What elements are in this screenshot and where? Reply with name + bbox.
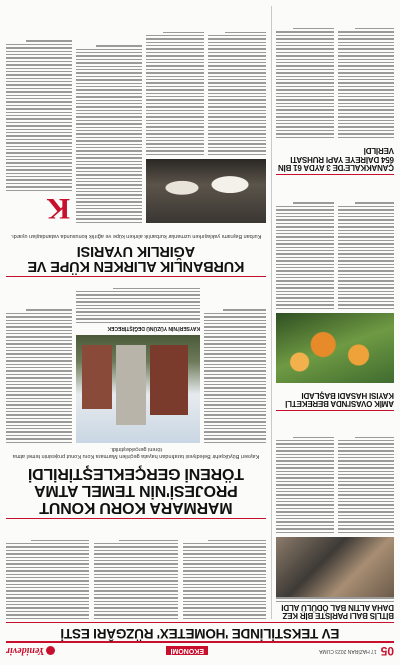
divider	[276, 174, 394, 175]
canakkale-text-col-1	[338, 6, 394, 138]
marmara-headline: MARMARA KORU KONUT PROJESİ'NİN TEMEL ATMA TÖRENİ GERÇEKLEŞTİRİLDİ	[28, 465, 244, 516]
marmara-box-title: KAYSERİ'NİN YÜZÜNÜ DEĞİŞTİRECEK	[107, 325, 200, 331]
logo-text: Yenidevir	[6, 645, 45, 657]
divider	[6, 518, 266, 519]
page-number: 05	[380, 644, 394, 658]
canakkale-text-col-2	[276, 6, 334, 138]
marmara-intro: Kayseri Büyükşehir Belediyesi tarafından hayata geçirilen Marmara Koru Konut projesinin temel atma töreni gerçekleştirildi.	[12, 446, 260, 459]
kurban-text-col-2	[146, 5, 204, 155]
divider	[276, 410, 394, 411]
masthead-left	[319, 644, 394, 658]
masthead	[6, 641, 394, 659]
marmara-text-col-4	[6, 283, 72, 443]
amik-headline: AMİK OVASI'NDA BEREKETLİ KAYISI HASADI BAŞLADI	[285, 390, 394, 408]
bitlis-text-col-2	[276, 415, 334, 533]
marmara-text-col-1	[204, 283, 266, 443]
apricot-photo	[276, 313, 394, 383]
section-label: EKONOMİ	[167, 647, 208, 656]
logo-mark-icon	[46, 647, 55, 656]
marmara-building-photo	[76, 335, 200, 443]
divider	[6, 276, 266, 277]
drop-cap: K	[46, 192, 70, 225]
divider	[6, 622, 394, 623]
marmara-text-under-photo	[76, 283, 200, 323]
bitlis-photo	[276, 537, 394, 597]
amik-text-col-1	[338, 179, 394, 309]
issue-date: 17 HAZİRAN 2023 CUMA	[319, 648, 377, 654]
hometex-headline: EV TEKSTİLİNDE 'HOMETEX' RÜZGÂRI ESTİ	[60, 626, 340, 641]
kurban-intro: Kurban Bayramı yaklaşırken uzmanlar kurbanlık alırken küpe ve ağırlık konusunda vatandaşları uyardı.	[10, 233, 262, 239]
amik-text-col-2	[276, 179, 334, 309]
kurban-headline: KURBANLIK ALIRKEN KÜPE VE AĞIRLIK UYARISI	[27, 242, 245, 274]
canakkale-headline: ÇANAKKALE'DE 3 AYDA 61 BİN 654 DAİREYE YAPI RUHSATI VERİLDİ	[278, 146, 394, 172]
bitlis-headline: BİTLİS BALI PARİSTE BİR KEZ DAHA ALTIN BAL ÖDÜLÜ ALDI	[276, 602, 394, 619]
kurban-text-col-3	[76, 5, 142, 223]
kurban-text-col-4	[6, 5, 72, 191]
newspaper-logo	[6, 646, 55, 657]
column-divider	[271, 6, 272, 619]
hometex-text-cols	[6, 523, 266, 619]
kurban-text-col-1	[208, 5, 266, 155]
sheep-photo	[146, 159, 266, 223]
bitlis-text-col-1	[338, 415, 394, 533]
